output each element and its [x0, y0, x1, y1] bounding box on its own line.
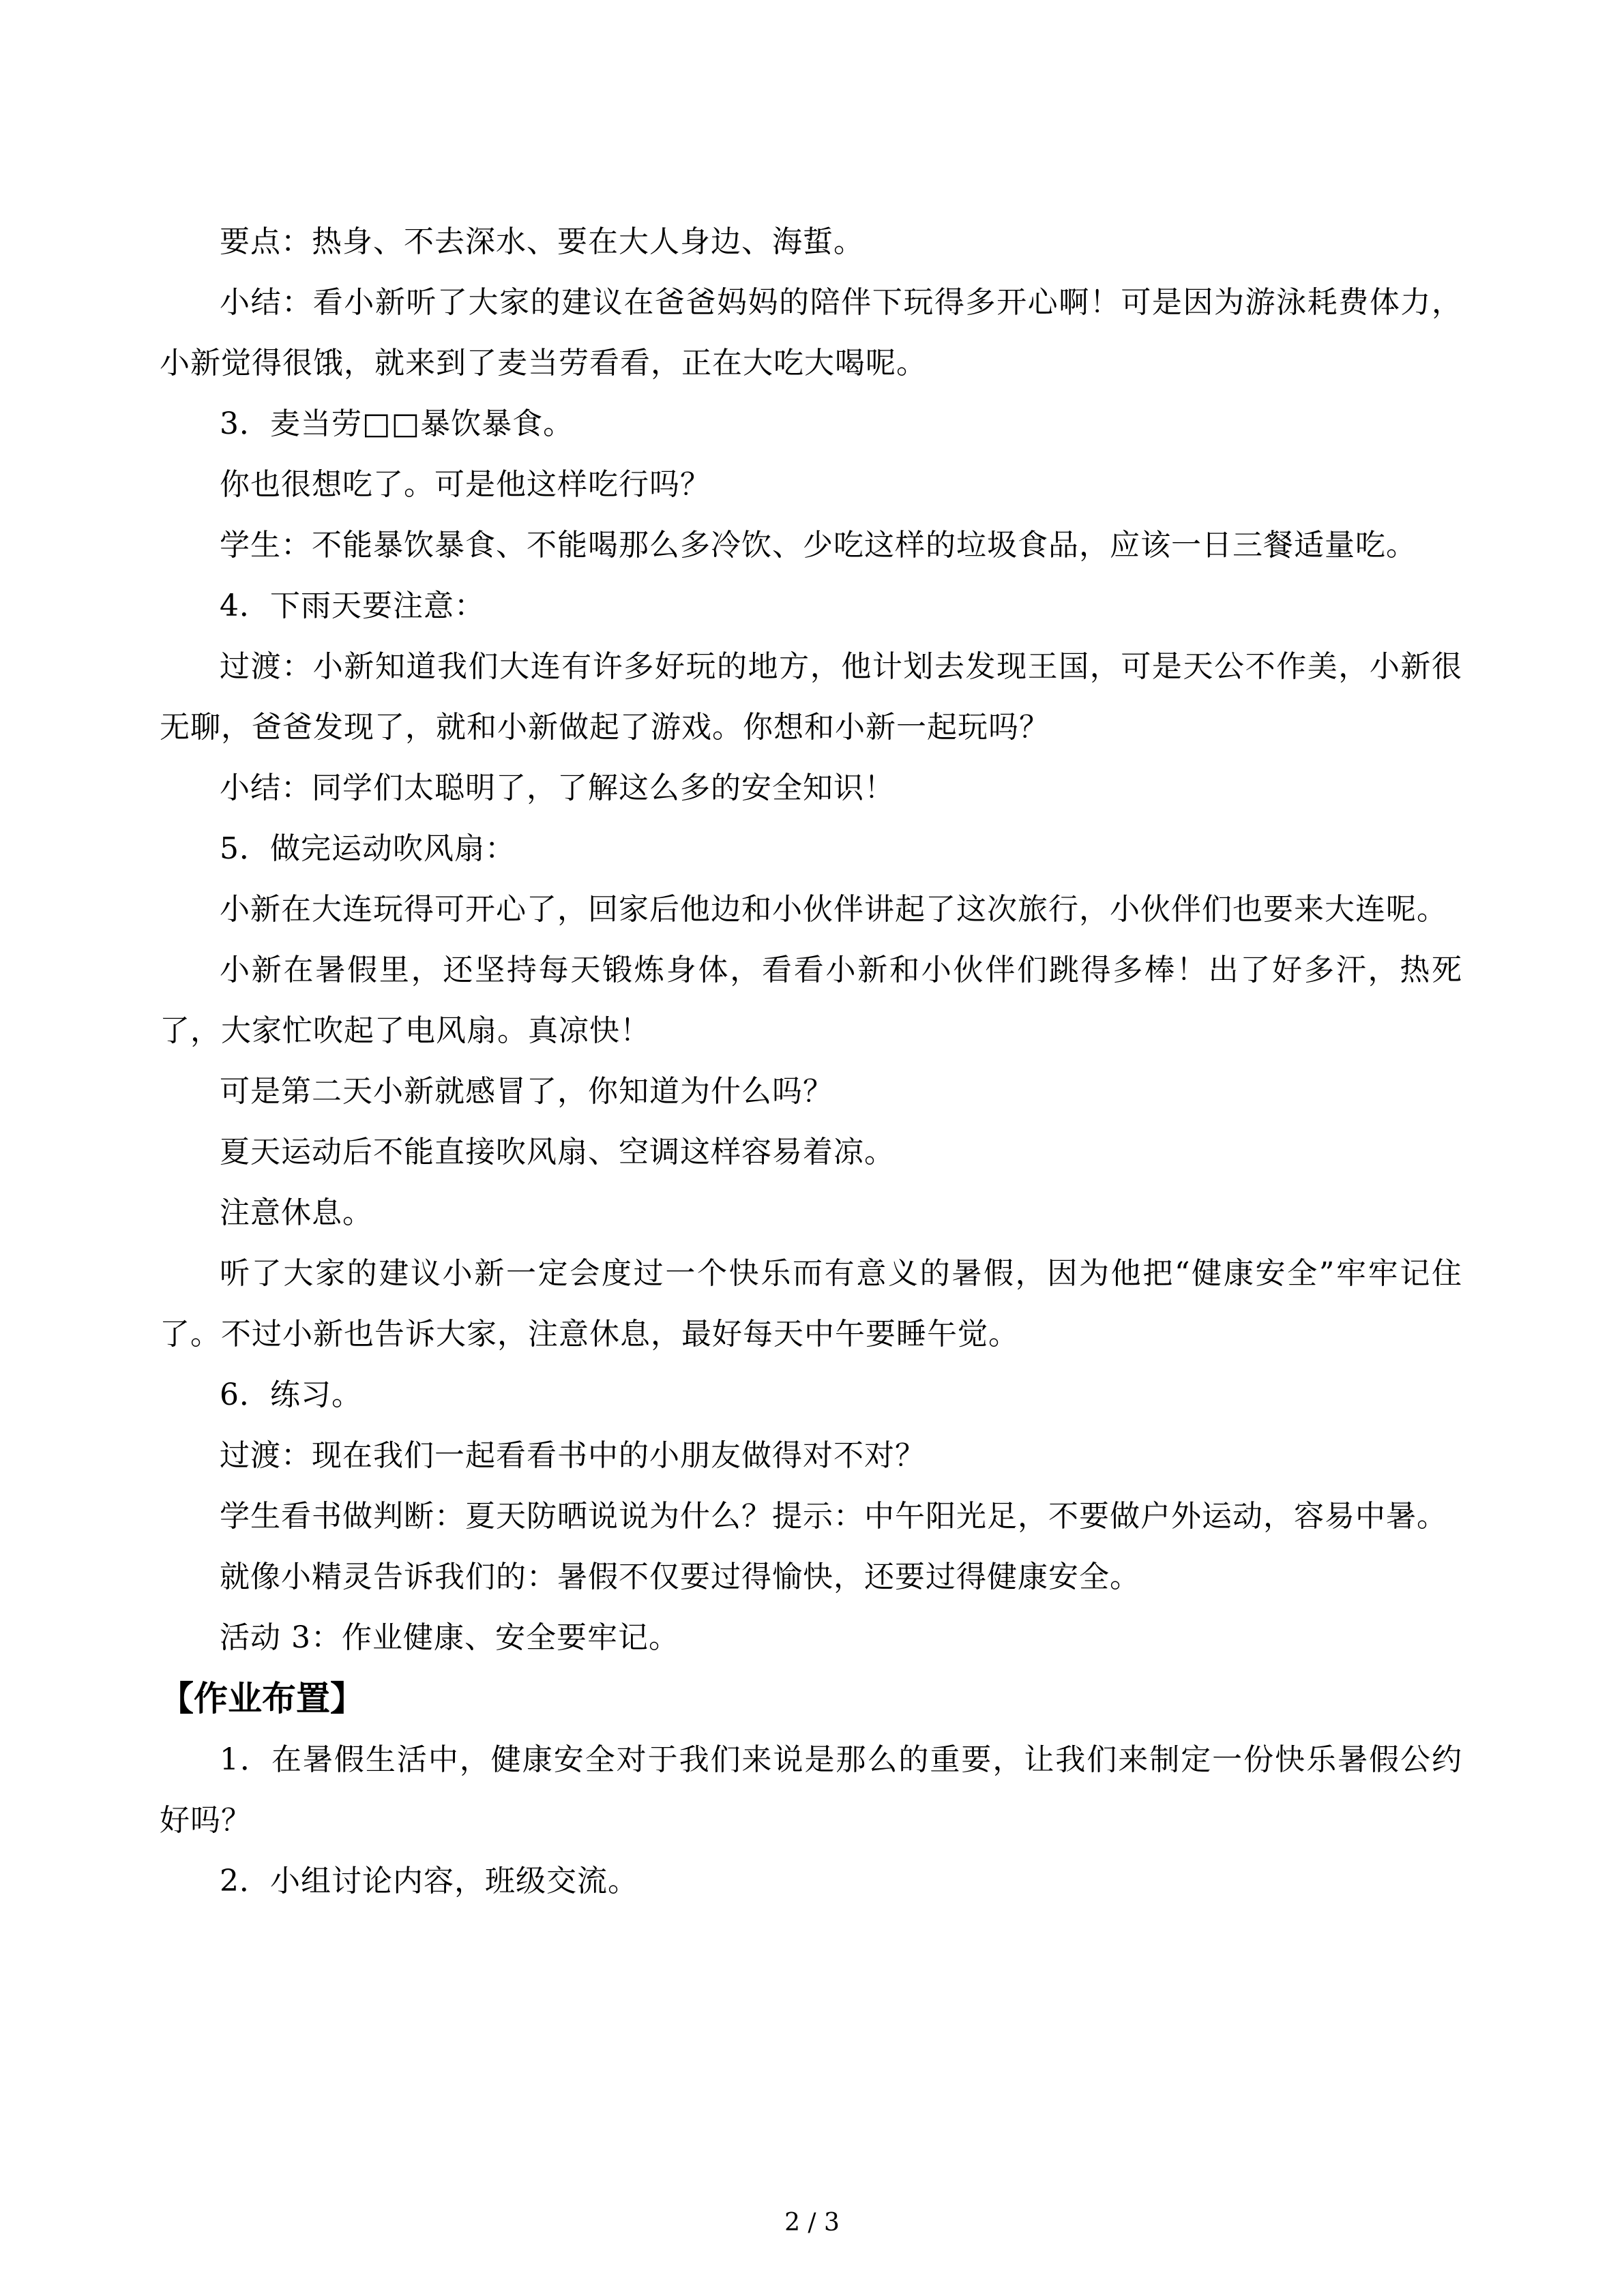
paragraph-summary-swimming: 小结：看小新听了大家的建议在爸爸妈妈的陪伴下玩得多开心啊！可是因为游泳耗费体力，小新觉得很饿，就来到了麦当劳看看，正在大吃大喝呢。 [160, 285, 1462, 381]
paragraph-elf-message: 就像小精灵告诉我们的：暑假不仅要过得愉快，还要过得健康安全。 [220, 1560, 1140, 1594]
homework-heading: 【作业布置】 [160, 1679, 364, 1718]
paragraph-item-4: 4．下雨天要注意： [220, 588, 485, 623]
homework-item-1: 1．在暑假生活中，健康安全对于我们来说是那么的重要，让我们来制定一份快乐暑假公约好吗？ [160, 1742, 1462, 1838]
homework-item-2: 2．小组讨论内容，班级交流。 [220, 1864, 638, 1898]
paragraph-activity-3: 活动 3：作业健康、安全要牢记。 [220, 1620, 679, 1655]
paragraph-cold-question: 可是第二天小新就感冒了，你知道为什么吗？ [220, 1074, 833, 1109]
paragraph-student-answer: 学生：不能暴饮暴食、不能喝那么多冷饮、少吃这样的垃圾食品，应该一日三餐适量吃。 [220, 528, 1417, 563]
paragraph-transition-book: 过渡：现在我们一起看看书中的小朋友做得对不对？ [220, 1438, 926, 1473]
paragraph-item-6: 6．练习。 [220, 1377, 362, 1412]
paragraph-key-points: 要点：热身、不去深水、要在大人身边、海蜇。 [220, 224, 864, 259]
paragraph-sun-protection: 学生看书做判断：夏天防晒说说为什么？提示：中午阳光足，不要做户外运动，容易中暑。 [220, 1499, 1447, 1534]
paragraph-summary-safety: 小结：同学们太聪明了，了解这么多的安全知识！ [220, 771, 895, 805]
paragraph-trip-story: 小新在大连玩得可开心了，回家后他边和小伙伴讲起了这次旅行，小伙伴们也要来大连呢。 [220, 892, 1447, 927]
paragraph-item-5: 5．做完运动吹风扇： [220, 831, 516, 866]
paragraph-exercise-story: 小新在暑假里，还坚持每天锻炼身体，看看小新和小伙伴们跳得多棒！出了好多汗，热死了，大家忙吹起了电风扇。真凉快！ [160, 953, 1462, 1048]
paragraph-transition-rain: 过渡：小新知道我们大连有许多好玩的地方，他计划去发现王国，可是天公不作美，小新很无聊，爸爸发现了，就和小新做起了游戏。你想和小新一起玩吗？ [160, 649, 1462, 745]
paragraph-item-3: 3．麦当劳□□暴饮暴食。 [220, 406, 574, 441]
lesson-body [160, 211, 1462, 1668]
paragraph-fan-warning: 夏天运动后不能直接吹风扇、空调这样容易着凉。 [220, 1135, 895, 1169]
paragraph-conclusion: 听了大家的建议小新一定会度过一个快乐而有意义的暑假，因为他把“健康安全”牢牢记住了。不过小新也告诉大家，注意休息，最好每天中午要睡午觉。 [160, 1256, 1462, 1352]
homework-body [160, 1729, 1462, 1911]
page-content [160, 211, 1462, 1911]
paragraph-question: 你也很想吃了。可是他这样吃行吗？ [220, 467, 711, 502]
page-number: 2 / 3 [784, 2209, 840, 2237]
paragraph-rest: 注意休息。 [220, 1195, 373, 1230]
